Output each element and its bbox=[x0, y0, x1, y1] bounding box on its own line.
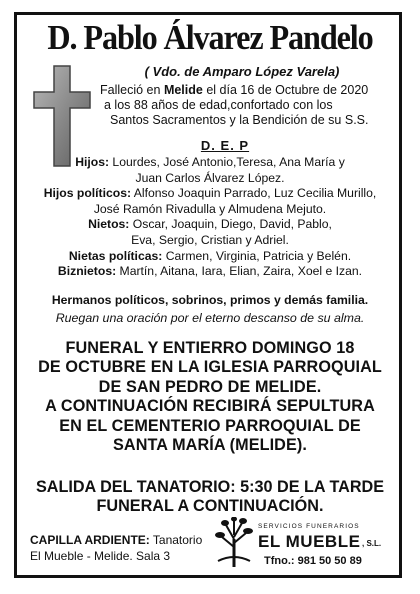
family-text: Juan Carlos Álvarez López. bbox=[135, 170, 285, 185]
chapel-info bbox=[30, 532, 220, 564]
family-line bbox=[18, 217, 402, 233]
chapel-line-2: El Mueble - Melide. Sala 3 bbox=[30, 549, 171, 563]
chapel-label: CAPILLA ARDIENTE: bbox=[30, 533, 150, 547]
intro-town: Melide bbox=[163, 83, 203, 97]
salida-line: SALIDA DEL TANATORIO: 5:30 DE LA TARDE bbox=[35, 478, 385, 496]
salida-line: FUNERAL A CONTINUACIÓN. bbox=[96, 497, 324, 516]
funeral-line: DE OCTUBRE EN LA IGLESIA PARROQUIAL bbox=[38, 358, 382, 377]
funeral-home-logo bbox=[214, 517, 394, 573]
logo-subtitle: SERVICIOS FUNERARIOS bbox=[258, 523, 360, 530]
cross-icon bbox=[32, 64, 92, 168]
family-label: Hijos políticos: bbox=[43, 186, 132, 201]
family-line bbox=[18, 249, 402, 265]
logo-name: EL MUEBLE bbox=[258, 532, 361, 551]
family-line bbox=[18, 233, 402, 249]
intro-line-1 bbox=[100, 83, 390, 98]
funeral-line: FUNERAL Y ENTIERRO DOMINGO 18 bbox=[65, 339, 355, 357]
family-line bbox=[18, 202, 402, 218]
family-line bbox=[18, 264, 402, 280]
departure-announcement bbox=[18, 478, 402, 517]
family-text: Alfonso Joaquin Parrado, Luz Cecilia Murillo, bbox=[131, 186, 377, 201]
logo-suffix: , S.L. bbox=[362, 539, 382, 548]
funeral-line: SANTA MARÍA (MELIDE). bbox=[113, 436, 307, 455]
tree-logo-icon bbox=[214, 517, 254, 569]
prayer-request: Ruegan una oración por el eterno descanso de su alma. bbox=[55, 311, 365, 325]
logo-phone: Tfno.: 981 50 50 89 bbox=[264, 555, 362, 567]
family-label: Biznietos: bbox=[57, 264, 117, 279]
family-line bbox=[18, 155, 402, 171]
funeral-announcement bbox=[18, 339, 402, 455]
funeral-line: DE SAN PEDRO DE MELIDE. bbox=[98, 377, 322, 396]
family-text: Martín, Aitana, Iara, Elian, Zaira, Xoel e Izan. bbox=[116, 264, 363, 279]
family-list bbox=[18, 155, 402, 280]
family-line bbox=[18, 171, 402, 187]
death-notice-intro bbox=[100, 83, 390, 128]
intro-line-3: Santos Sacramentos y la Bendición de su S.S. bbox=[110, 113, 369, 127]
chapel-line-1 bbox=[30, 532, 220, 548]
family-label: Nietas políticas: bbox=[68, 248, 163, 263]
dep-heading: D. E. P bbox=[200, 138, 250, 153]
family-text: Carmen, Virginia, Patricia y Belén. bbox=[162, 248, 352, 263]
family-label: Nietos: bbox=[88, 217, 130, 232]
intro-line-2: a los 88 años de edad,confortado con los bbox=[104, 98, 333, 112]
deceased-name: D. Pablo Álvarez Pandelo bbox=[47, 18, 373, 57]
family-label: Hijos: bbox=[75, 155, 110, 169]
family-line bbox=[18, 186, 402, 202]
funeral-line: A CONTINUACIÓN RECIBIRÁ SEPULTURA bbox=[45, 397, 375, 416]
family-text: Lourdes, José Antonio,Teresa, Ana María y bbox=[109, 155, 345, 169]
family-text: Oscar, Joaquin, Diego, David, Pablo, bbox=[129, 217, 332, 232]
extended-family: Hermanos políticos, sobrinos, primos y demás familia. bbox=[51, 293, 369, 307]
intro-line-1-b: el día 16 de Octubre de 2020 bbox=[202, 83, 369, 97]
chapel-place: Tanatorio bbox=[149, 533, 203, 547]
intro-line-1-a: Falleció en bbox=[100, 83, 164, 97]
widow-of: ( Vdo. de Amparo López Varela) bbox=[144, 64, 340, 79]
funeral-line: EN EL CEMENTERIO PARROQUIAL DE bbox=[59, 416, 361, 435]
family-text: José Ramón Rivadulla y Almudena Mejuto. bbox=[93, 201, 327, 216]
family-text: Eva, Sergio, Cristian y Adriel. bbox=[131, 232, 289, 247]
